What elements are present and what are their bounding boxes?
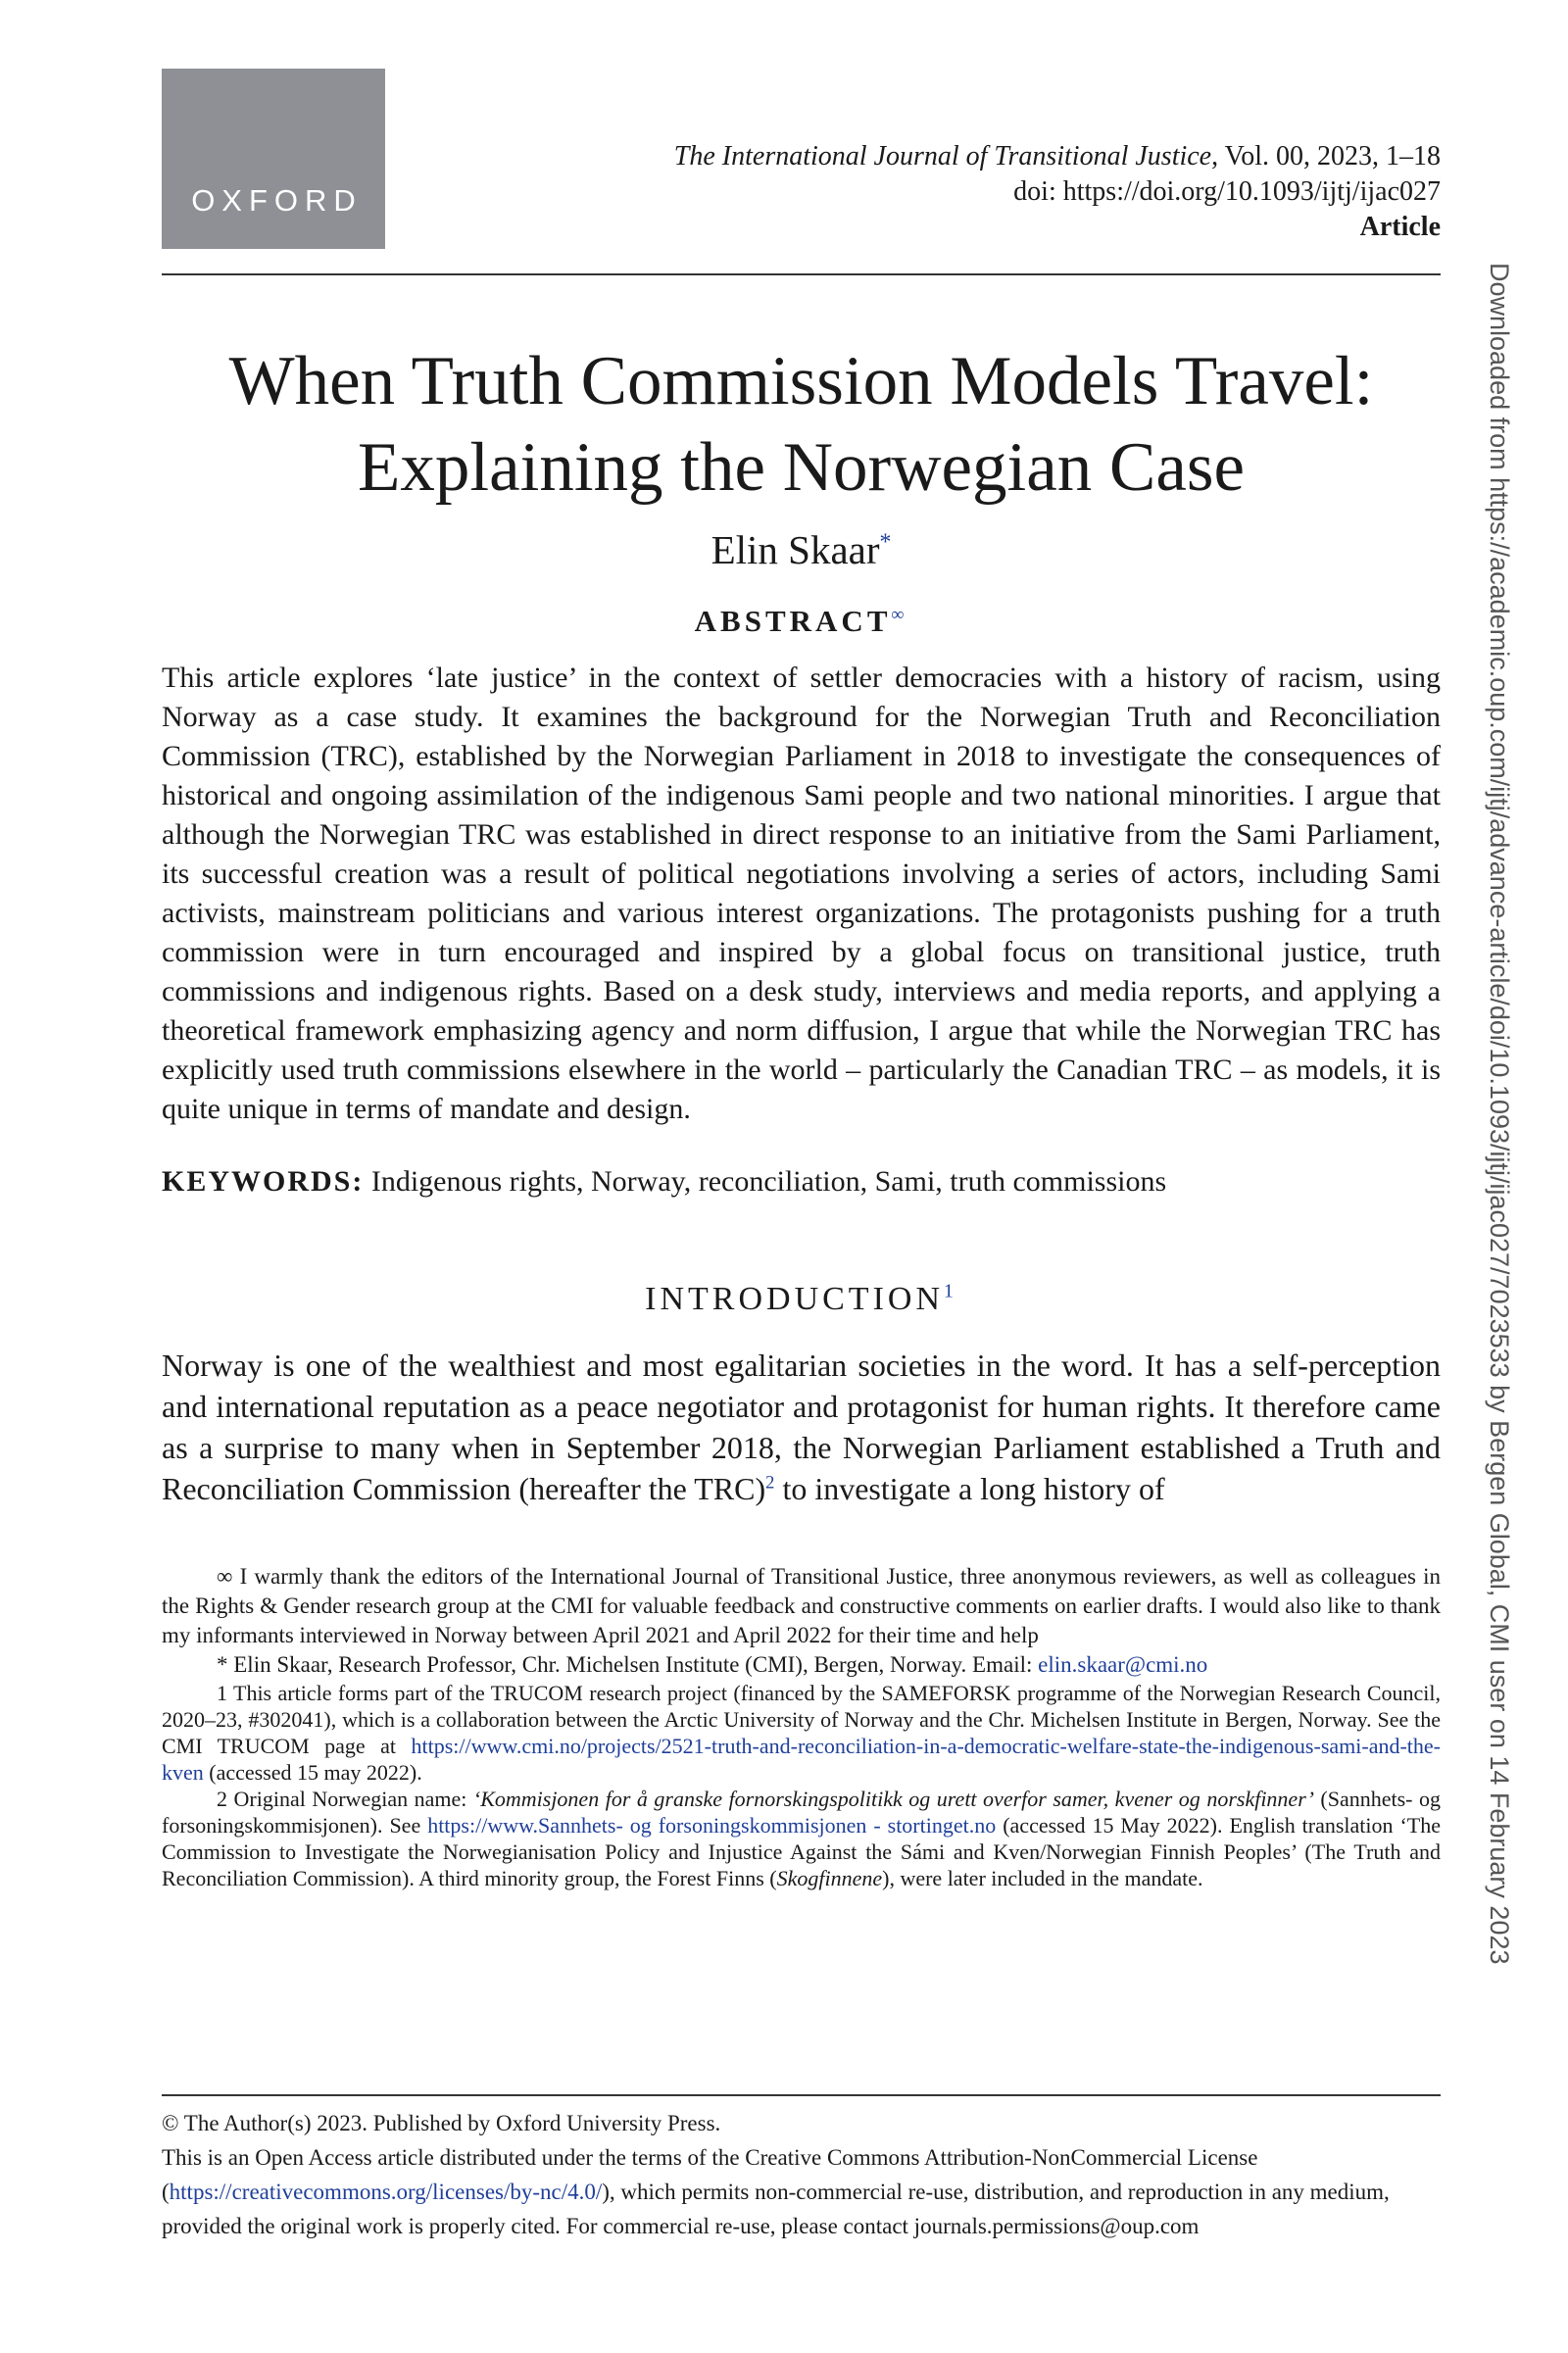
introduction-text-before: Norway is one of the wealthiest and most egalitarian societies in the word. It has a self-perception and international reputation as a peace negotiator and protagonist for human rights. It therefore came as a surprise to many when in September 2018, the Norwegian Parliament established a Truth and Reconciliation Commission (hereafter the TRC) <box>162 1348 1441 1506</box>
introduction-text-after: to investigate a long history of <box>774 1471 1165 1506</box>
author-email-link[interactable]: elin.skaar@cmi.no <box>1038 1652 1208 1677</box>
doi-line <box>559 174 1441 210</box>
download-watermark: Downloaded from https://academic.oup.com/ijtj/advance-article/doi/10.1093/ijtj/ijac027/7023533 by Bergen Global, CMI user on 14 February 2023 <box>1485 263 1514 1965</box>
title-line-1: When Truth Commission Models Travel: <box>228 343 1374 419</box>
footnote-ack-marker: ∞ <box>217 1564 233 1589</box>
license-block <box>162 2106 1441 2243</box>
abstract-footnote-marker[interactable]: ∞ <box>891 604 908 624</box>
abstract-heading-text: ABSTRACT <box>694 604 892 638</box>
journal-name: The International Journal of Transitional Justice <box>673 141 1212 172</box>
footnote-author <box>162 1650 1441 1680</box>
footnote-2-text-2: (accessed 15 May 2022). English translation ‘The Commission to Investigate the Norwegianisation Policy and Injustice Against the Sámi and Kven/Norwegian Finnish Peoples’ (The Truth and Reconciliation Commission). A third minority group, the Forest Finns ( <box>162 1813 1442 1890</box>
introduction-footnote-marker[interactable]: 1 <box>944 1280 957 1302</box>
footnote-ack-text: I warmly thank the editors of the International Journal of Transitional Justice, three anonymous reviewers, as well as colleagues in the Rights & Gender research group at the CMI for valuable feedback and constructive comments on earlier drafts. I would also like to thank my informants interviewed in Norway between April 2021 and April 2022 for their time and help <box>162 1564 1442 1647</box>
license-divider <box>162 2094 1441 2096</box>
logo-text: OXFORD <box>191 183 363 218</box>
footnote-2-norwegian-name: ‘Kommisjonen for å granske fornorskingspolitikk og urett overfor samer, kvener og norskfinner’ <box>472 1787 1314 1811</box>
footnote-1-after: (accessed 15 may 2022). <box>203 1760 422 1785</box>
article-title <box>162 338 1441 511</box>
footnote-1-marker: 1 <box>217 1681 227 1705</box>
journal-volume: , Vol. 00, 2023, 1–18 <box>1211 141 1441 172</box>
cc-license-link[interactable]: https://creativecommons.org/licenses/by-nc/4.0/ <box>169 2180 603 2204</box>
license-text <box>162 2140 1441 2243</box>
license-text-2: ), which permits non-commercial re-use, distribution, and reproduction in any medium, provided the original work is properly cited. For commercial re-use, please contact journals.permissions@oup.com <box>162 2180 1390 2238</box>
footnote-author-text: Elin Skaar, Research Professor, Chr. Michelsen Institute (CMI), Bergen, Norway. Email: <box>233 1652 1039 1677</box>
journal-header <box>559 139 1441 245</box>
abstract-heading <box>162 604 1441 639</box>
author-footnote-marker[interactable]: * <box>879 529 892 556</box>
footnote-acknowledgement <box>162 1562 1441 1650</box>
introduction-heading-text: INTRODUCTION <box>645 1281 944 1317</box>
stortinget-link[interactable]: https://www.Sannhets- og forsoningskommisjonen - stortinget.no <box>427 1813 997 1838</box>
journal-citation <box>559 139 1441 174</box>
footnote-1-text: This article forms part of the TRUCOM research project (financed by the SAMEFORSK programme of the Norwegian Research Council, 2020–23, #302041), which is a collaboration between the Arctic University of Norway and the Chr. Michelsen Institute in Bergen, Norway. See the CMI TRUCOM page at <box>162 1681 1441 1758</box>
introduction-heading <box>162 1281 1441 1318</box>
author-name: Elin Skaar <box>710 527 880 572</box>
cmi-trucom-link[interactable]: https://www.cmi.no/projects/2521-truth-and-reconciliation-in-a-democratic-welfare-state-the-indigenous-sami-and-the-kven <box>162 1734 1441 1785</box>
title-line-2: Explaining the Norwegian Case <box>357 429 1245 506</box>
footnote-author-marker: * <box>217 1652 228 1677</box>
footnote-2-italic: Skogfinnene <box>776 1866 883 1890</box>
article-type: Article <box>1359 212 1441 242</box>
keywords-label: KEYWORDS: <box>162 1165 365 1198</box>
author-line <box>162 525 1441 574</box>
footnote-1 <box>162 1680 1441 1786</box>
abstract-text: This article explores ‘late justice’ in the context of settler democracies with a history of racism, using Norway as a case study. It examines the background for the Norwegian Truth and Reconciliation Commission (TRC), established by the Norwegian Parliament in 2018 to investigate the consequences of historical and ongoing assimilation of the indigenous Sami people and two national minorities. I argue that although the Norwegian TRC was established in direct response to an initiative from the Sami Parliament, its successful creation was a result of political negotiations involving a series of actors, including Sami activists, mainstream politicians and various interest organizations. The protagonists pushing for a truth commission were in turn encouraged and inspired by a global focus on transitional justice, truth commissions and indigenous rights. Based on a desk study, interviews and media reports, and applying a theoretical framework emphasizing agency and norm diffusion, I argue that while the Norwegian TRC has explicitly used truth commissions elsewhere in the world – particularly the Canadian TRC – as models, it is quite unique in terms of mandate and design. <box>162 662 1441 1125</box>
footnote-2-marker[interactable]: 2 <box>765 1472 775 1494</box>
oxford-logo <box>162 69 385 249</box>
keywords-list: Indigenous rights, Norway, reconciliation, Sami, truth commissions <box>364 1165 1167 1198</box>
keywords <box>162 1162 1441 1201</box>
footnote-2 <box>162 1786 1441 1891</box>
footnote-2-text-3: ), were later included in the mandate. <box>882 1866 1203 1890</box>
doi-value[interactable]: https://doi.org/10.1093/ijtj/ijac027 <box>1062 176 1441 207</box>
license-text-1: This is an Open Access article distributed under the terms of the Creative Commons Attribution-NonCommercial License ( <box>162 2145 1258 2204</box>
introduction-text <box>162 1345 1441 1509</box>
footnotes <box>162 1562 1441 1891</box>
footnote-2-text-1: (Sannhets- og forsoningskommisjonen). See <box>162 1787 1442 1838</box>
copyright-line: © The Author(s) 2023. Published by Oxford University Press. <box>162 2111 721 2135</box>
footnote-2-mark: 2 <box>217 1787 227 1811</box>
header-divider <box>162 273 1441 275</box>
doi-label: doi: <box>1013 176 1063 207</box>
footnote-2-label: Original Norwegian name: <box>233 1787 473 1811</box>
